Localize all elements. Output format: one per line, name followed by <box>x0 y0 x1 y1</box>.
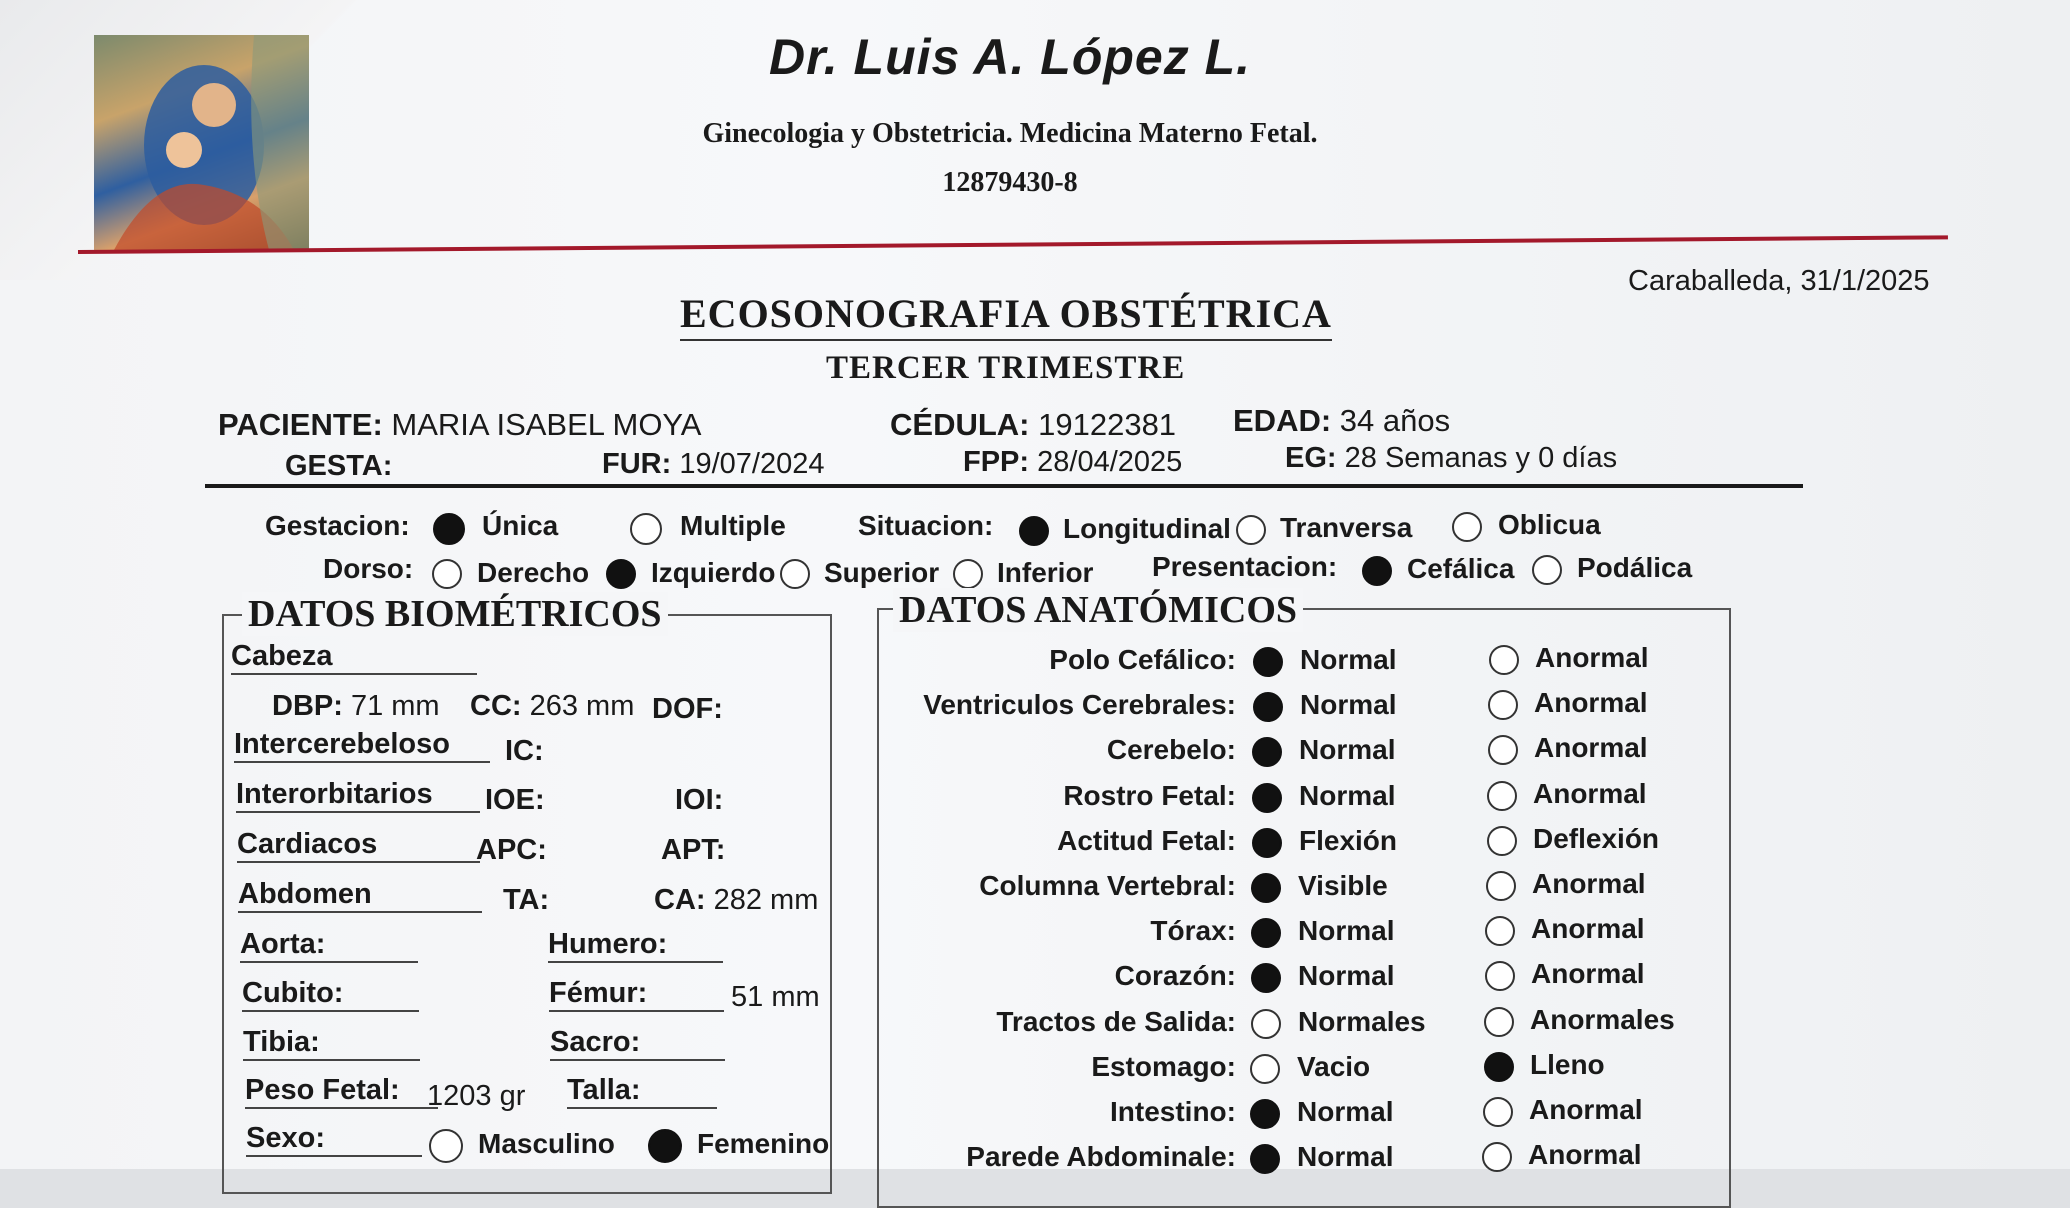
ca-label: CA: <box>654 884 706 916</box>
anatomy-option-b-label: Anormal <box>1531 913 1645 944</box>
gestacion-unica-radio[interactable] <box>433 513 465 545</box>
fpp-label: FPP: <box>963 446 1030 478</box>
cardiacos-heading: Cardiacos <box>237 828 480 863</box>
anatomy-row-label: Intestino: <box>1110 1096 1236 1127</box>
situacion-tranversa-label: Tranversa <box>1280 512 1413 543</box>
anatomy-option-b-radio[interactable] <box>1486 871 1516 901</box>
anatomy-option-a-radio[interactable] <box>1251 873 1281 903</box>
dorso-superior-label: Superior <box>824 557 940 588</box>
anatomy-option-a-label: Normal <box>1300 689 1397 720</box>
fur-label: FUR: <box>602 448 672 480</box>
dorso-derecho-radio[interactable] <box>432 559 462 589</box>
sexo-femenino-label: Femenino <box>697 1128 830 1159</box>
anatomy-option-a-label: Normales <box>1298 1006 1426 1037</box>
intercerebeloso-heading: Intercerebeloso <box>234 728 490 763</box>
anatomy-option-a-radio[interactable] <box>1250 1054 1280 1084</box>
peso-fetal-value-text: 1203 gr <box>427 1080 526 1112</box>
presentacion-podalica-label: Podálica <box>1577 552 1693 583</box>
anatomy-row-label: Cerebelo: <box>1106 734 1236 765</box>
anatomy-option-b-radio[interactable] <box>1489 645 1519 675</box>
ca-value: 282 mm <box>713 884 819 916</box>
doctor-id: 12879430-8 <box>942 167 1078 198</box>
anatomy-option-a-radio[interactable] <box>1251 963 1281 993</box>
anatomy-option-b-label: Anormal <box>1534 732 1648 763</box>
anatomy-row-label: Tórax: <box>1150 915 1236 946</box>
ioi-label: IOI: <box>675 784 724 816</box>
anatomy-option-a-radio[interactable] <box>1251 1009 1281 1039</box>
anatomy-option-a-label: Vacio <box>1297 1051 1371 1082</box>
anatomy-option-a-label: Normal <box>1300 644 1397 675</box>
gesta-label: GESTA: <box>285 450 393 482</box>
anatomy-row-label: Tractos de Salida: <box>996 1006 1236 1037</box>
anatomy-option-b-radio[interactable] <box>1488 690 1518 720</box>
anatomy-option-b-label: Anormal <box>1528 1139 1642 1170</box>
sexo-masculino-radio[interactable] <box>429 1129 463 1163</box>
anatomy-option-b-label: Anormal <box>1534 687 1648 718</box>
gesta-field <box>285 450 392 483</box>
edad-field <box>1233 403 1450 439</box>
ca-field <box>654 884 818 917</box>
doctor-specialty: Ginecologia y Obstetricia. Medicina Materno Fetal. <box>702 118 1318 149</box>
dbp-label: DBP: <box>272 690 343 722</box>
fur-field <box>602 448 824 481</box>
anatomy-option-a-radio[interactable] <box>1250 1099 1280 1129</box>
anatomy-option-b-label: Lleno <box>1530 1049 1605 1080</box>
biometricos-title: DATOS BIOMÉTRICOS <box>242 592 668 636</box>
doctor-name: Dr. Luis A. López L. <box>768 29 1252 85</box>
cc-label: CC: <box>470 690 522 722</box>
apt-label: APT: <box>661 834 726 866</box>
anatomy-row-label: Ventriculos Cerebrales: <box>923 689 1236 720</box>
presentacion-podalica-radio[interactable] <box>1532 555 1562 585</box>
situacion-label: Situacion: <box>858 510 994 541</box>
dbp-field <box>272 690 440 723</box>
cabeza-heading: Cabeza <box>231 640 477 675</box>
anatomy-option-a-label: Normal <box>1298 960 1395 991</box>
anatomy-option-a-label: Normal <box>1299 734 1396 765</box>
anatomy-option-a-label: Normal <box>1299 780 1396 811</box>
cedula-label: CÉDULA: <box>890 407 1030 442</box>
femur-value-text: 51 mm <box>731 981 820 1013</box>
presentacion-cefalica-label: Cefálica <box>1407 553 1515 584</box>
anatomy-option-a-radio[interactable] <box>1250 1144 1280 1174</box>
anatomy-option-b-label: Anormal <box>1535 642 1649 673</box>
anatomy-row-label: Estomago: <box>1091 1051 1236 1082</box>
peso-fetal-label: Peso Fetal: <box>245 1074 438 1109</box>
anatomy-option-b-radio[interactable] <box>1485 916 1515 946</box>
gestacion-multiple-radio[interactable] <box>630 513 662 545</box>
situacion-longitudinal-label: Longitudinal <box>1063 513 1231 544</box>
cedula-field <box>890 407 1176 443</box>
paciente-label: PACIENTE: <box>218 407 383 442</box>
eg-label: EG: <box>1285 442 1337 474</box>
situacion-tranversa-radio[interactable] <box>1236 515 1266 545</box>
aorta-label: Aorta: <box>240 928 418 963</box>
patient-divider <box>205 484 1803 488</box>
anatomy-option-a-radio[interactable] <box>1253 647 1283 677</box>
presentacion-cefalica-radio[interactable] <box>1362 556 1392 586</box>
abdomen-heading: Abdomen <box>238 878 482 913</box>
anatomy-option-b-label: Anormal <box>1531 958 1645 989</box>
apc-label: APC: <box>476 834 547 866</box>
anatomy-option-b-label: Anormal <box>1533 778 1647 809</box>
femur-value <box>731 981 820 1014</box>
cc-field <box>470 690 634 723</box>
anatomy-option-a-radio[interactable] <box>1253 692 1283 722</box>
anatomy-option-a-radio[interactable] <box>1251 918 1281 948</box>
anatomy-row-label: Rostro Fetal: <box>1063 780 1236 811</box>
ta-label: TA: <box>503 884 550 916</box>
anatomy-option-b-label: Anormal <box>1532 868 1646 899</box>
anatomy-option-b-radio[interactable] <box>1487 826 1517 856</box>
sacro-label: Sacro: <box>550 1026 725 1061</box>
fpp-value: 28/04/2025 <box>1037 446 1183 478</box>
dorso-superior-radio[interactable] <box>780 559 810 589</box>
anatomy-option-b-radio[interactable] <box>1483 1097 1513 1127</box>
anatomy-option-a-radio[interactable] <box>1252 783 1282 813</box>
presentacion-label: Presentacion: <box>1152 551 1338 582</box>
anatomy-row-label: Actitud Fetal: <box>1057 825 1236 856</box>
anatomy-row-label: Polo Cefálico: <box>1049 644 1236 675</box>
peso-fetal-value <box>427 1080 525 1113</box>
dorso-inferior-label: Inferior <box>997 557 1094 588</box>
anatomy-option-b-radio[interactable] <box>1484 1007 1514 1037</box>
anatomy-option-b-radio[interactable] <box>1487 781 1517 811</box>
fur-value: 19/07/2024 <box>679 448 825 480</box>
dbp-value: 71 mm <box>350 690 440 722</box>
anatomy-option-b-label: Deflexión <box>1533 823 1660 854</box>
eg-field <box>1285 442 1617 475</box>
edad-label: EDAD: <box>1233 403 1332 438</box>
anatomy-option-b-radio[interactable] <box>1488 735 1518 765</box>
fpp-field <box>963 446 1182 479</box>
situacion-oblicua-radio[interactable] <box>1452 512 1482 542</box>
anatomy-row-label: Corazón: <box>1114 960 1236 991</box>
anatomy-option-a-label: Normal <box>1297 1141 1394 1172</box>
situacion-longitudinal-radio[interactable] <box>1019 516 1049 546</box>
dorso-derecho-label: Derecho <box>477 557 590 588</box>
anatomy-row-label: Parede Abdominale: <box>966 1141 1236 1172</box>
cedula-value: 19122381 <box>1038 407 1177 442</box>
talla-label: Talla: <box>567 1074 717 1109</box>
anatomy-option-b-label: Anormal <box>1529 1094 1643 1125</box>
anatomy-option-a-label: Normal <box>1298 915 1395 946</box>
humero-label: Humero: <box>548 928 723 963</box>
femur-label: Fémur: <box>549 977 724 1012</box>
anatomy-option-a-radio[interactable] <box>1252 828 1282 858</box>
ic-label: IC: <box>505 735 544 767</box>
anatomy-option-a-label: Flexión <box>1299 825 1398 856</box>
edad-value: 34 años <box>1339 403 1451 438</box>
tibia-label: Tibia: <box>243 1026 420 1061</box>
cubito-label: Cubito: <box>242 977 419 1012</box>
anatomicos-title: DATOS ANATÓMICOS <box>893 588 1303 632</box>
sexo-femenino-radio[interactable] <box>648 1129 682 1163</box>
dof-label: DOF: <box>652 693 723 725</box>
dorso-izquierdo-radio[interactable] <box>606 559 636 589</box>
gestacion-label: Gestacion: <box>265 510 410 541</box>
situacion-oblicua-label: Oblicua <box>1498 509 1601 540</box>
dorso-izquierdo-label: Izquierdo <box>651 557 776 588</box>
report-subtitle: TERCER TRIMESTRE <box>826 350 1186 386</box>
anatomy-option-b-radio[interactable] <box>1485 961 1515 991</box>
anatomy-option-b-radio[interactable] <box>1482 1142 1512 1172</box>
eg-value: 28 Semanas y 0 días <box>1344 442 1618 474</box>
sexo-masculino-label: Masculino <box>478 1128 615 1159</box>
paciente-value: MARIA ISABEL MOYA <box>391 407 702 442</box>
place-date: Caraballeda, 31/1/2025 <box>1628 265 1930 297</box>
ioe-label: IOE: <box>485 784 545 816</box>
dorso-inferior-radio[interactable] <box>953 559 983 589</box>
cc-value: 263 mm <box>529 690 635 722</box>
anatomy-option-a-radio[interactable] <box>1252 737 1282 767</box>
gestacion-unica-label: Única <box>482 510 559 541</box>
dorso-label: Dorso: <box>323 553 414 584</box>
gestacion-multiple-label: Multiple <box>680 510 786 541</box>
anatomy-row-label: Columna Vertebral: <box>979 870 1236 901</box>
interorbitarios-heading: Interorbitarios <box>236 778 480 813</box>
sexo-label: Sexo: <box>246 1122 422 1157</box>
anatomy-option-b-radio[interactable] <box>1484 1052 1514 1082</box>
patient-row <box>218 407 701 443</box>
anatomy-option-a-label: Normal <box>1297 1096 1394 1127</box>
anatomy-option-b-label: Anormales <box>1530 1004 1675 1035</box>
anatomy-option-a-label: Visible <box>1298 870 1388 901</box>
report-title: ECOSONOGRAFIA OBSTÉTRICA <box>680 290 1332 341</box>
